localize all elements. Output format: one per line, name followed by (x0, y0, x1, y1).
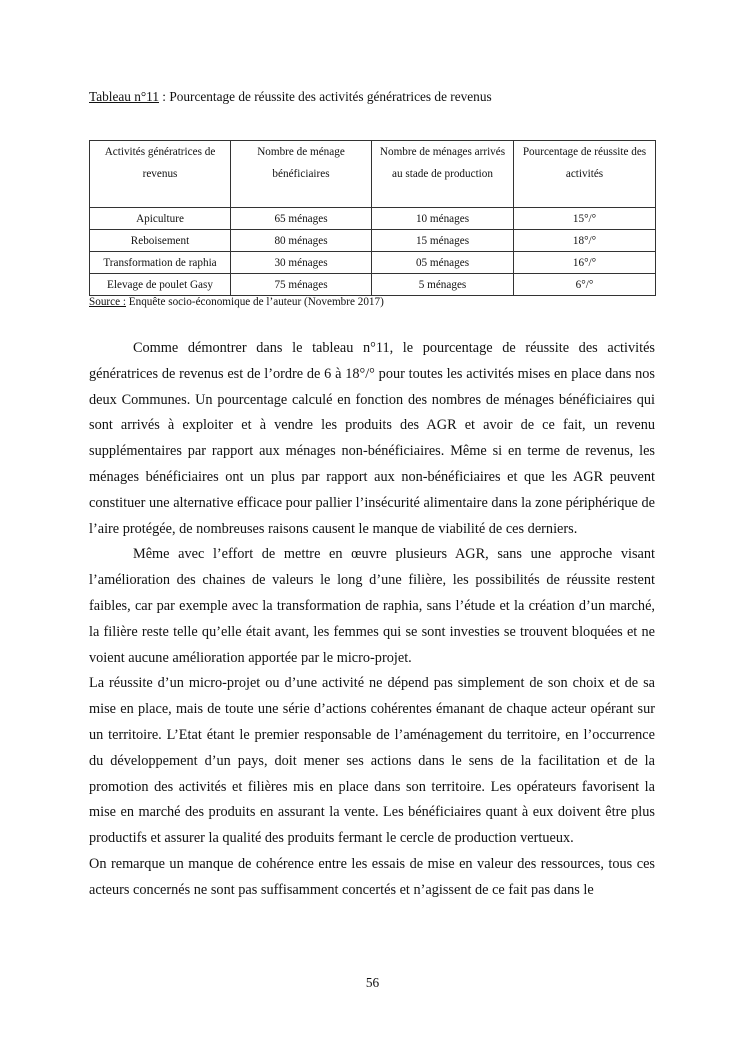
paragraph: On remarque un manque de cohérence entre les essais de mise en valeur des ressources, tous ces acteurs concernés ne sont pas suffisamment concertés et n’agissent de ce fait pas dans le (89, 855, 655, 898)
table-caption-label: Tableau n°11 (89, 89, 159, 104)
header-production-stage: Nombre de ménages arrivés au stade de production (372, 141, 514, 208)
cell-activity: Reboisement (90, 230, 231, 252)
cell-production: 10 ménages (372, 208, 514, 230)
source-label: Source : (89, 296, 126, 308)
paragraph: Même avec l’effort de mettre en œuvre plusieurs AGR, sans une approche visant l’amélioration des chaines de valeurs le long d’une filière, les possibilités de réussite restent faibles, car par exemple avec la transformation de raphia, sans l’étude et la création d’un marché, la filière reste telle qu’elle était avant, les femmes qui se sont investies se trouvent bloquées et ne voient aucune amélioration apportée par le micro-projet. (89, 546, 655, 666)
paragraph: Comme démontrer dans le tableau n°11, le pourcentage de réussite des activités génératrices de revenus est de l’ordre de 6 à 18°/° pour toutes les activités mises en place dans nos deux Communes. Un pourcentage calculé en fonction des nombres de ménages bénéficiaires qui sont arrivés à exploiter et à vendre les produits des AGR et avoir de ce fait, un revenu supplémentaires par rapport aux ménages non-bénéficiaires. Même si en terme de revenus, les ménages bénéficiaires ont un plus par rapport aux non-bénéficiaires et que les AGR peuvent constituer une alternative efficace pour pallier l’insécurité alimentaire dans la zone périphérique de l’aire protégée, de nombreuses raisons causent le manque de viabilité de ces derniers. (89, 340, 655, 537)
table-header-row (90, 141, 656, 208)
cell-success-rate: 16°/° (514, 252, 656, 274)
page-number: 56 (365, 975, 380, 990)
header-activities: Activités génératrices de revenus (90, 141, 231, 208)
cell-activity: Elevage de poulet Gasy (90, 274, 231, 296)
cell-production: 05 ménages (372, 252, 514, 274)
table-source (89, 295, 384, 309)
table-row (90, 208, 656, 230)
cell-activity: Apiculture (90, 208, 231, 230)
table-row (90, 274, 656, 296)
source-text: Enquête socio-économique de l’auteur (Novembre 2017) (125, 296, 384, 308)
cell-production: 5 ménages (372, 274, 514, 296)
cell-success-rate: 6°/° (514, 274, 656, 296)
body-text (89, 336, 655, 904)
paragraph: La réussite d’un micro-projet ou d’une activité ne dépend pas simplement de son choix et de sa mise en place, mais de toute une série d’actions cohérentes émanant de chaque acteur opérant sur un territoire. L’Etat étant le premier responsable de l’aménagement du territoire, en l’occurrence du développement d’un pays, doit mener ses actions dans le sens de la facilitation et de la promotion des activités et filières mis en place dans son territoire. Les opérateurs favorisent la mise en marché des produits en assurant la vente. Les bénéficiaires quant à eux doivent être plus productifs et assurer la qualité des produits fermant le cercle de production vertueux. (89, 675, 655, 847)
table-row (90, 252, 656, 274)
table-row (90, 230, 656, 252)
table-caption-text: : Pourcentage de réussite des activités génératrices de revenus (158, 89, 492, 104)
cell-production: 15 ménages (372, 230, 514, 252)
cell-beneficiaries: 75 ménages (231, 274, 372, 296)
cell-beneficiaries: 80 ménages (231, 230, 372, 252)
table-caption (89, 89, 492, 105)
cell-success-rate: 18°/° (514, 230, 656, 252)
cell-beneficiaries: 65 ménages (231, 208, 372, 230)
agr-success-table (89, 140, 656, 296)
header-beneficiaries: Nombre de ménage bénéficiaires (231, 141, 372, 208)
header-success-rate: Pourcentage de réussite des activités (514, 141, 656, 208)
cell-beneficiaries: 30 ménages (231, 252, 372, 274)
cell-success-rate: 15°/° (514, 208, 656, 230)
cell-activity: Transformation de raphia (90, 252, 231, 274)
